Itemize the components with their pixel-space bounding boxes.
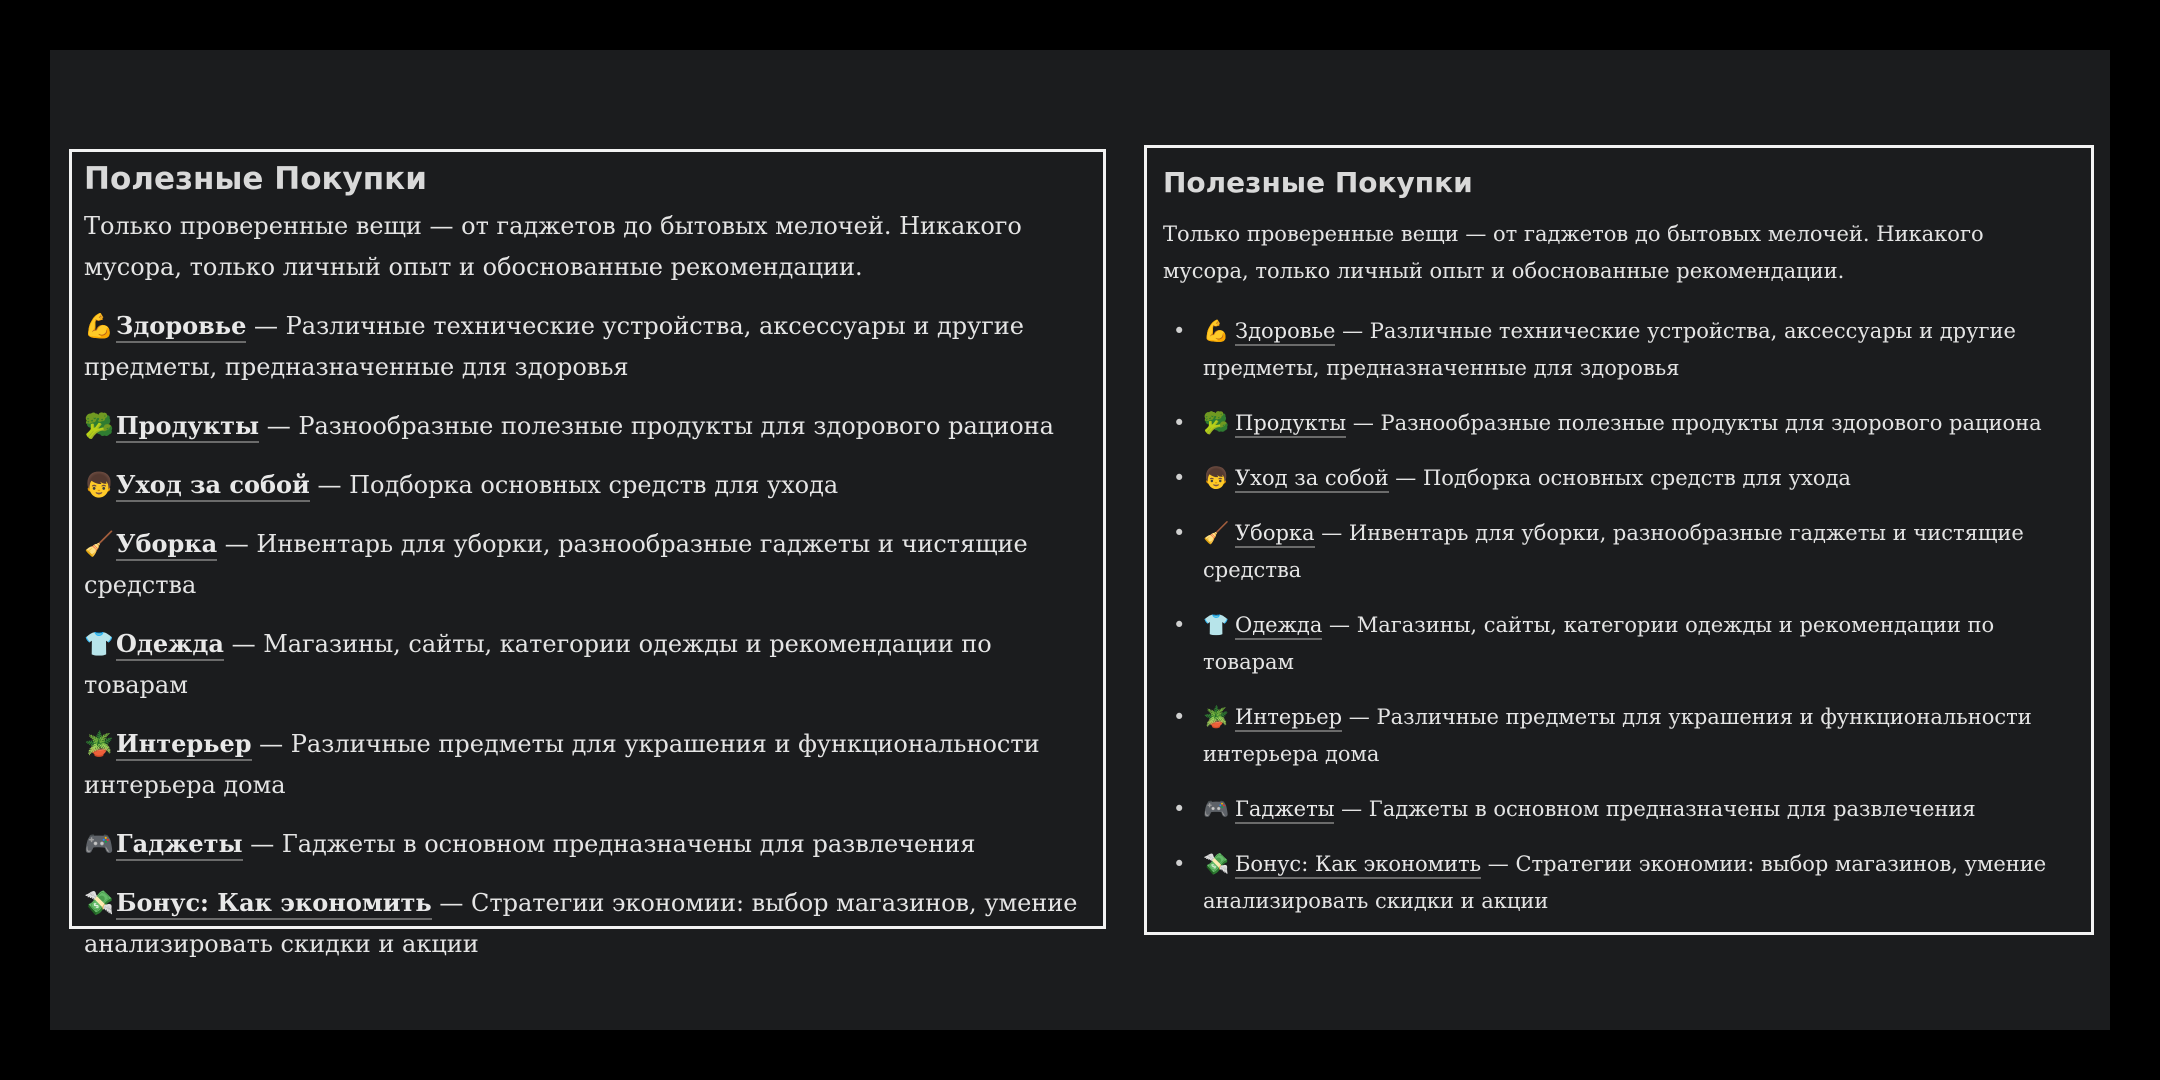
category-description: Гаджеты в основном предназначены для развлечения [1368, 797, 1976, 821]
category-description: Различные предметы для украшения и функциональности интерьера дома [1203, 705, 2032, 766]
broccoli-icon: 🥦 [84, 412, 114, 440]
flexed-biceps-icon: 💪 [1203, 319, 1230, 343]
category-paragraph-interior [84, 723, 1091, 806]
face-icon: 👦 [84, 471, 114, 499]
link-bonus-saving[interactable]: Бонус: Как экономить [116, 888, 432, 920]
link-clothing[interactable]: Одежда [116, 629, 224, 661]
shirt-icon: 👕 [84, 630, 114, 658]
category-paragraph-clothing [84, 623, 1091, 706]
category-description: Разнообразные полезные продукты для здорового рациона [1380, 411, 2042, 435]
panel-paragraph-layout [69, 149, 1106, 958]
separator: — [431, 889, 471, 917]
intro-text: Только проверенные вещи — от гаджетов до бытовых мелочей. Никакого мусора, только личный опыт и обоснованные рекомендации. [84, 212, 1022, 281]
gamepad-icon: 🎮 [1203, 797, 1230, 821]
separator: — [1346, 411, 1381, 435]
category-description: Инвентарь для уборки, разнообразные гаджеты и чистящие средства [84, 530, 1028, 599]
list-item [1173, 405, 2075, 442]
list-item [1173, 515, 2075, 589]
link-interior[interactable]: Интерьер [1235, 705, 1342, 732]
separator: — [1388, 466, 1423, 490]
bullet-icon: • [1173, 852, 1186, 876]
list-item [1173, 699, 2075, 773]
link-self-care[interactable]: Уход за собой [116, 470, 310, 502]
category-description: Подборка основных средств для ухода [1422, 466, 1851, 490]
link-gadgets[interactable]: Гаджеты [1235, 797, 1334, 824]
panel-list-layout [1144, 145, 2094, 935]
link-interior[interactable]: Интерьер [116, 729, 252, 761]
broom-icon: 🧹 [84, 530, 114, 558]
link-health[interactable]: Здоровье [116, 311, 246, 343]
separator: — [1334, 797, 1369, 821]
separator: — [1481, 852, 1516, 876]
separator: — [1314, 521, 1349, 545]
category-paragraph-bonus [84, 882, 1091, 965]
separator: — [259, 412, 299, 440]
separator: — [1335, 319, 1370, 343]
page-title: Полезные Покупки [1163, 166, 1473, 199]
list-item [1173, 607, 2075, 681]
category-description: Стратегии экономии: выбор магазинов, умение анализировать скидки и акции [1203, 852, 2047, 913]
category-description: Гаджеты в основном предназначены для развлечения [281, 830, 976, 858]
list-item [1173, 313, 2075, 387]
link-cleaning[interactable]: Уборка [116, 529, 217, 561]
separator: — [1342, 705, 1377, 729]
intro-text: Только проверенные вещи — от гаджетов до бытовых мелочей. Никакого мусора, только личный опыт и обоснованные рекомендации. [1163, 222, 1984, 283]
category-description: Подборка основных средств для ухода [349, 471, 839, 499]
category-description: Стратегии экономии: выбор магазинов, умение анализировать скидки и акции [84, 889, 1078, 958]
screenshot-frame [50, 50, 2110, 1030]
potted-plant-icon: 🪴 [1203, 705, 1230, 729]
bullet-icon: • [1173, 411, 1186, 435]
link-bonus-saving[interactable]: Бонус: Как экономить [1235, 852, 1481, 879]
separator: — [242, 830, 282, 858]
link-gadgets[interactable]: Гаджеты [116, 829, 243, 861]
bullet-icon: • [1173, 466, 1186, 490]
money-with-wings-icon: 💸 [84, 889, 114, 917]
separator: — [251, 730, 291, 758]
category-paragraph-products [84, 405, 1091, 447]
list-item [1173, 460, 2075, 497]
link-clothing[interactable]: Одежда [1235, 613, 1322, 640]
category-paragraph-health [84, 305, 1091, 388]
list-item [1173, 846, 2075, 920]
potted-plant-icon: 🪴 [84, 730, 114, 758]
category-description: Различные технические устройства, аксессуары и другие предметы, предназначенные для здоровья [84, 312, 1025, 381]
link-products[interactable]: Продукты [116, 411, 259, 443]
link-health[interactable]: Здоровье [1235, 319, 1335, 346]
gamepad-icon: 🎮 [84, 830, 114, 858]
bullet-icon: • [1173, 319, 1186, 343]
bullet-icon: • [1173, 521, 1186, 545]
separator: — [309, 471, 350, 499]
link-products[interactable]: Продукты [1235, 411, 1346, 438]
separator: — [246, 312, 286, 340]
face-icon: 👦 [1203, 466, 1230, 490]
category-description: Различные предметы для украшения и функциональности интерьера дома [84, 730, 1040, 799]
separator: — [223, 630, 264, 658]
broom-icon: 🧹 [1203, 521, 1230, 545]
list-item [1173, 791, 2075, 828]
bullet-icon: • [1173, 613, 1186, 637]
category-description: Инвентарь для уборки, разнообразные гаджеты и чистящие средства [1203, 521, 2024, 582]
shirt-icon: 👕 [1203, 613, 1230, 637]
category-description: Различные технические устройства, аксессуары и другие предметы, предназначенные для здоровья [1203, 319, 2016, 380]
bullet-icon: • [1173, 705, 1186, 729]
bullet-icon: • [1173, 797, 1186, 821]
category-paragraph-cleaning [84, 523, 1091, 606]
category-description: Разнообразные полезные продукты для здорового рациона [298, 412, 1054, 440]
category-list [1163, 313, 2075, 920]
link-self-care[interactable]: Уход за собой [1235, 466, 1389, 493]
money-with-wings-icon: 💸 [1203, 852, 1230, 876]
category-description: Магазины, сайты, категории одежды и рекомендации по товарам [84, 630, 992, 699]
separator: — [217, 530, 257, 558]
category-paragraph-self-care [84, 464, 1091, 506]
link-cleaning[interactable]: Уборка [1235, 521, 1315, 548]
page-title: Полезные Покупки [84, 161, 427, 197]
flexed-biceps-icon: 💪 [84, 312, 114, 340]
separator: — [1322, 613, 1357, 637]
category-description: Магазины, сайты, категории одежды и рекомендации по товарам [1203, 613, 1995, 674]
category-paragraph-gadgets [84, 823, 1091, 865]
broccoli-icon: 🥦 [1203, 411, 1230, 435]
